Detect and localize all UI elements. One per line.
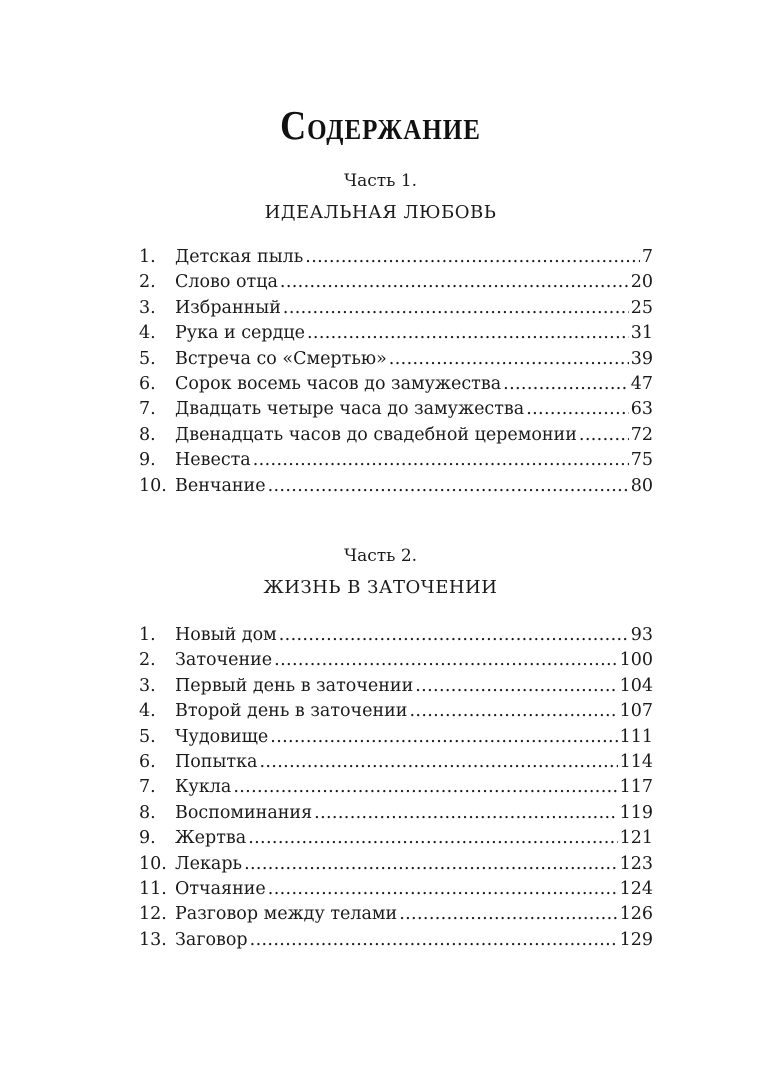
toc-entry (139, 623, 653, 648)
entry-title: Отчаяние (175, 878, 266, 899)
toc-entry (139, 725, 653, 750)
entry-number: 7. (139, 399, 156, 420)
entry-number: 1. (139, 625, 156, 645)
entry-page: 20 (630, 272, 653, 293)
part-2-header (0, 541, 761, 603)
dot-leader (233, 775, 617, 800)
page-title: Содержание (280, 102, 481, 148)
entry-number: 1. (139, 247, 156, 267)
entry-page: 123 (619, 853, 653, 874)
entry-number: 8. (139, 802, 156, 823)
dot-leader (389, 347, 629, 372)
part-1-toc (139, 245, 653, 499)
entry-number: 10. (139, 475, 167, 496)
entry-page: 72 (630, 424, 653, 445)
entry-page: 121 (619, 828, 653, 849)
entry-number: 3. (139, 675, 156, 696)
dot-leader (503, 372, 629, 397)
entry-number: 4. (139, 323, 156, 344)
toc-entry (139, 775, 653, 800)
toc-entry (139, 648, 653, 673)
entry-title: Невеста (175, 450, 251, 471)
toc-entry (139, 245, 653, 270)
dot-leader (305, 245, 640, 270)
entry-page: 93 (630, 625, 653, 645)
entry-title: Венчание (175, 475, 266, 496)
entry-title: Лекарь (175, 853, 243, 874)
part-label: Часть 1. (343, 171, 418, 191)
entry-number: 7. (139, 777, 156, 798)
dot-leader (274, 648, 617, 673)
entry-number: 5. (139, 726, 156, 747)
dot-leader (314, 801, 617, 826)
entry-page: 31 (630, 323, 653, 344)
entry-title: Чудовище (175, 726, 269, 747)
entry-title: Кукла (175, 777, 232, 798)
toc-entry (139, 296, 653, 321)
entry-page: 107 (619, 701, 653, 722)
dot-leader (268, 474, 629, 499)
dot-leader (279, 623, 629, 648)
dot-leader (579, 423, 629, 448)
entry-page: 119 (619, 802, 653, 823)
toc-entry (139, 321, 653, 346)
entry-page: 100 (619, 650, 653, 671)
entry-page: 25 (630, 297, 653, 318)
dot-leader (253, 448, 629, 473)
entry-title: Второй день в заточении (175, 701, 408, 722)
dot-leader (307, 321, 629, 346)
entry-number: 4. (139, 701, 156, 722)
part-2-toc (139, 623, 653, 953)
entry-number: 13. (139, 929, 167, 950)
entry-page: 104 (619, 675, 653, 696)
entry-number: 3. (139, 297, 156, 318)
part-heading: ИДЕАЛЬНАЯ ЛЮБОВЬ (264, 202, 497, 223)
entry-number: 6. (139, 751, 156, 772)
toc-entry (139, 674, 653, 699)
dot-leader (259, 750, 617, 775)
toc-entry (139, 448, 653, 473)
toc-entry (139, 928, 653, 953)
entry-title: Рука и сердце (175, 323, 305, 344)
entry-title: Сорок восемь часов до замужества (175, 373, 502, 394)
entry-title: Встреча со «Смертью» (175, 348, 387, 369)
dot-leader (244, 852, 618, 877)
toc-entry (139, 372, 653, 397)
entry-title: Жертва (175, 828, 247, 849)
entry-title: Двенадцать часов до свадебной церемонии (175, 424, 577, 445)
entry-title: Заговор (175, 929, 248, 950)
entry-number: 11. (139, 878, 167, 899)
dot-leader (415, 674, 617, 699)
toc-entry (139, 902, 653, 927)
entry-page: 63 (630, 399, 653, 420)
dot-leader (526, 397, 629, 422)
entry-page: 111 (619, 726, 653, 747)
part-1-header (0, 166, 761, 228)
toc-entry (139, 474, 653, 499)
entry-title: Воспоминания (175, 802, 313, 823)
entry-title: Разговор между телами (175, 904, 398, 925)
entry-page: 124 (619, 878, 653, 899)
entry-number: 8. (139, 424, 156, 445)
entry-number: 2. (139, 272, 156, 293)
toc-entry (139, 270, 653, 295)
entry-page: 75 (630, 450, 653, 471)
toc-entry (139, 852, 653, 877)
toc-entry (139, 877, 653, 902)
entry-number: 10. (139, 853, 167, 874)
entry-title: Слово отца (175, 272, 278, 293)
dot-leader (250, 928, 618, 953)
entry-number: 9. (139, 450, 156, 471)
entry-title: Первый день в заточении (175, 675, 414, 696)
toc-entry (139, 397, 653, 422)
entry-number: 12. (139, 904, 167, 925)
entry-title: Попытка (175, 751, 258, 772)
dot-leader (399, 902, 617, 927)
dot-leader (409, 699, 617, 724)
entry-page: 126 (619, 904, 653, 925)
dot-leader (248, 826, 617, 851)
dot-leader (268, 877, 618, 902)
toc-entry (139, 750, 653, 775)
dot-leader (270, 725, 617, 750)
entry-title: Новый дом (175, 625, 277, 645)
part-label: Часть 2. (343, 546, 418, 566)
dot-leader (283, 296, 629, 321)
part-heading: ЖИЗНЬ В ЗАТОЧЕНИИ (263, 577, 498, 598)
toc-entry (139, 699, 653, 724)
entry-page: 80 (630, 475, 653, 496)
toc-entry (139, 826, 653, 851)
entry-page: 129 (619, 929, 653, 950)
entry-page: 7 (641, 247, 653, 267)
entry-page: 39 (630, 348, 653, 369)
toc-entry (139, 347, 653, 372)
entry-title: Двадцать четыре часа до замужества (175, 399, 525, 420)
entry-page: 114 (619, 751, 653, 772)
entry-number: 5. (139, 348, 156, 369)
entry-number: 9. (139, 828, 156, 849)
entry-title: Заточение (175, 650, 273, 671)
entry-title: Избранный (175, 297, 281, 318)
entry-title: Детская пыль (175, 247, 304, 267)
entry-number: 6. (139, 373, 156, 394)
dot-leader (280, 270, 629, 295)
entry-page: 117 (619, 777, 653, 798)
entry-page: 47 (630, 373, 653, 394)
toc-entry (139, 423, 653, 448)
entry-number: 2. (139, 650, 156, 671)
toc-entry (139, 801, 653, 826)
